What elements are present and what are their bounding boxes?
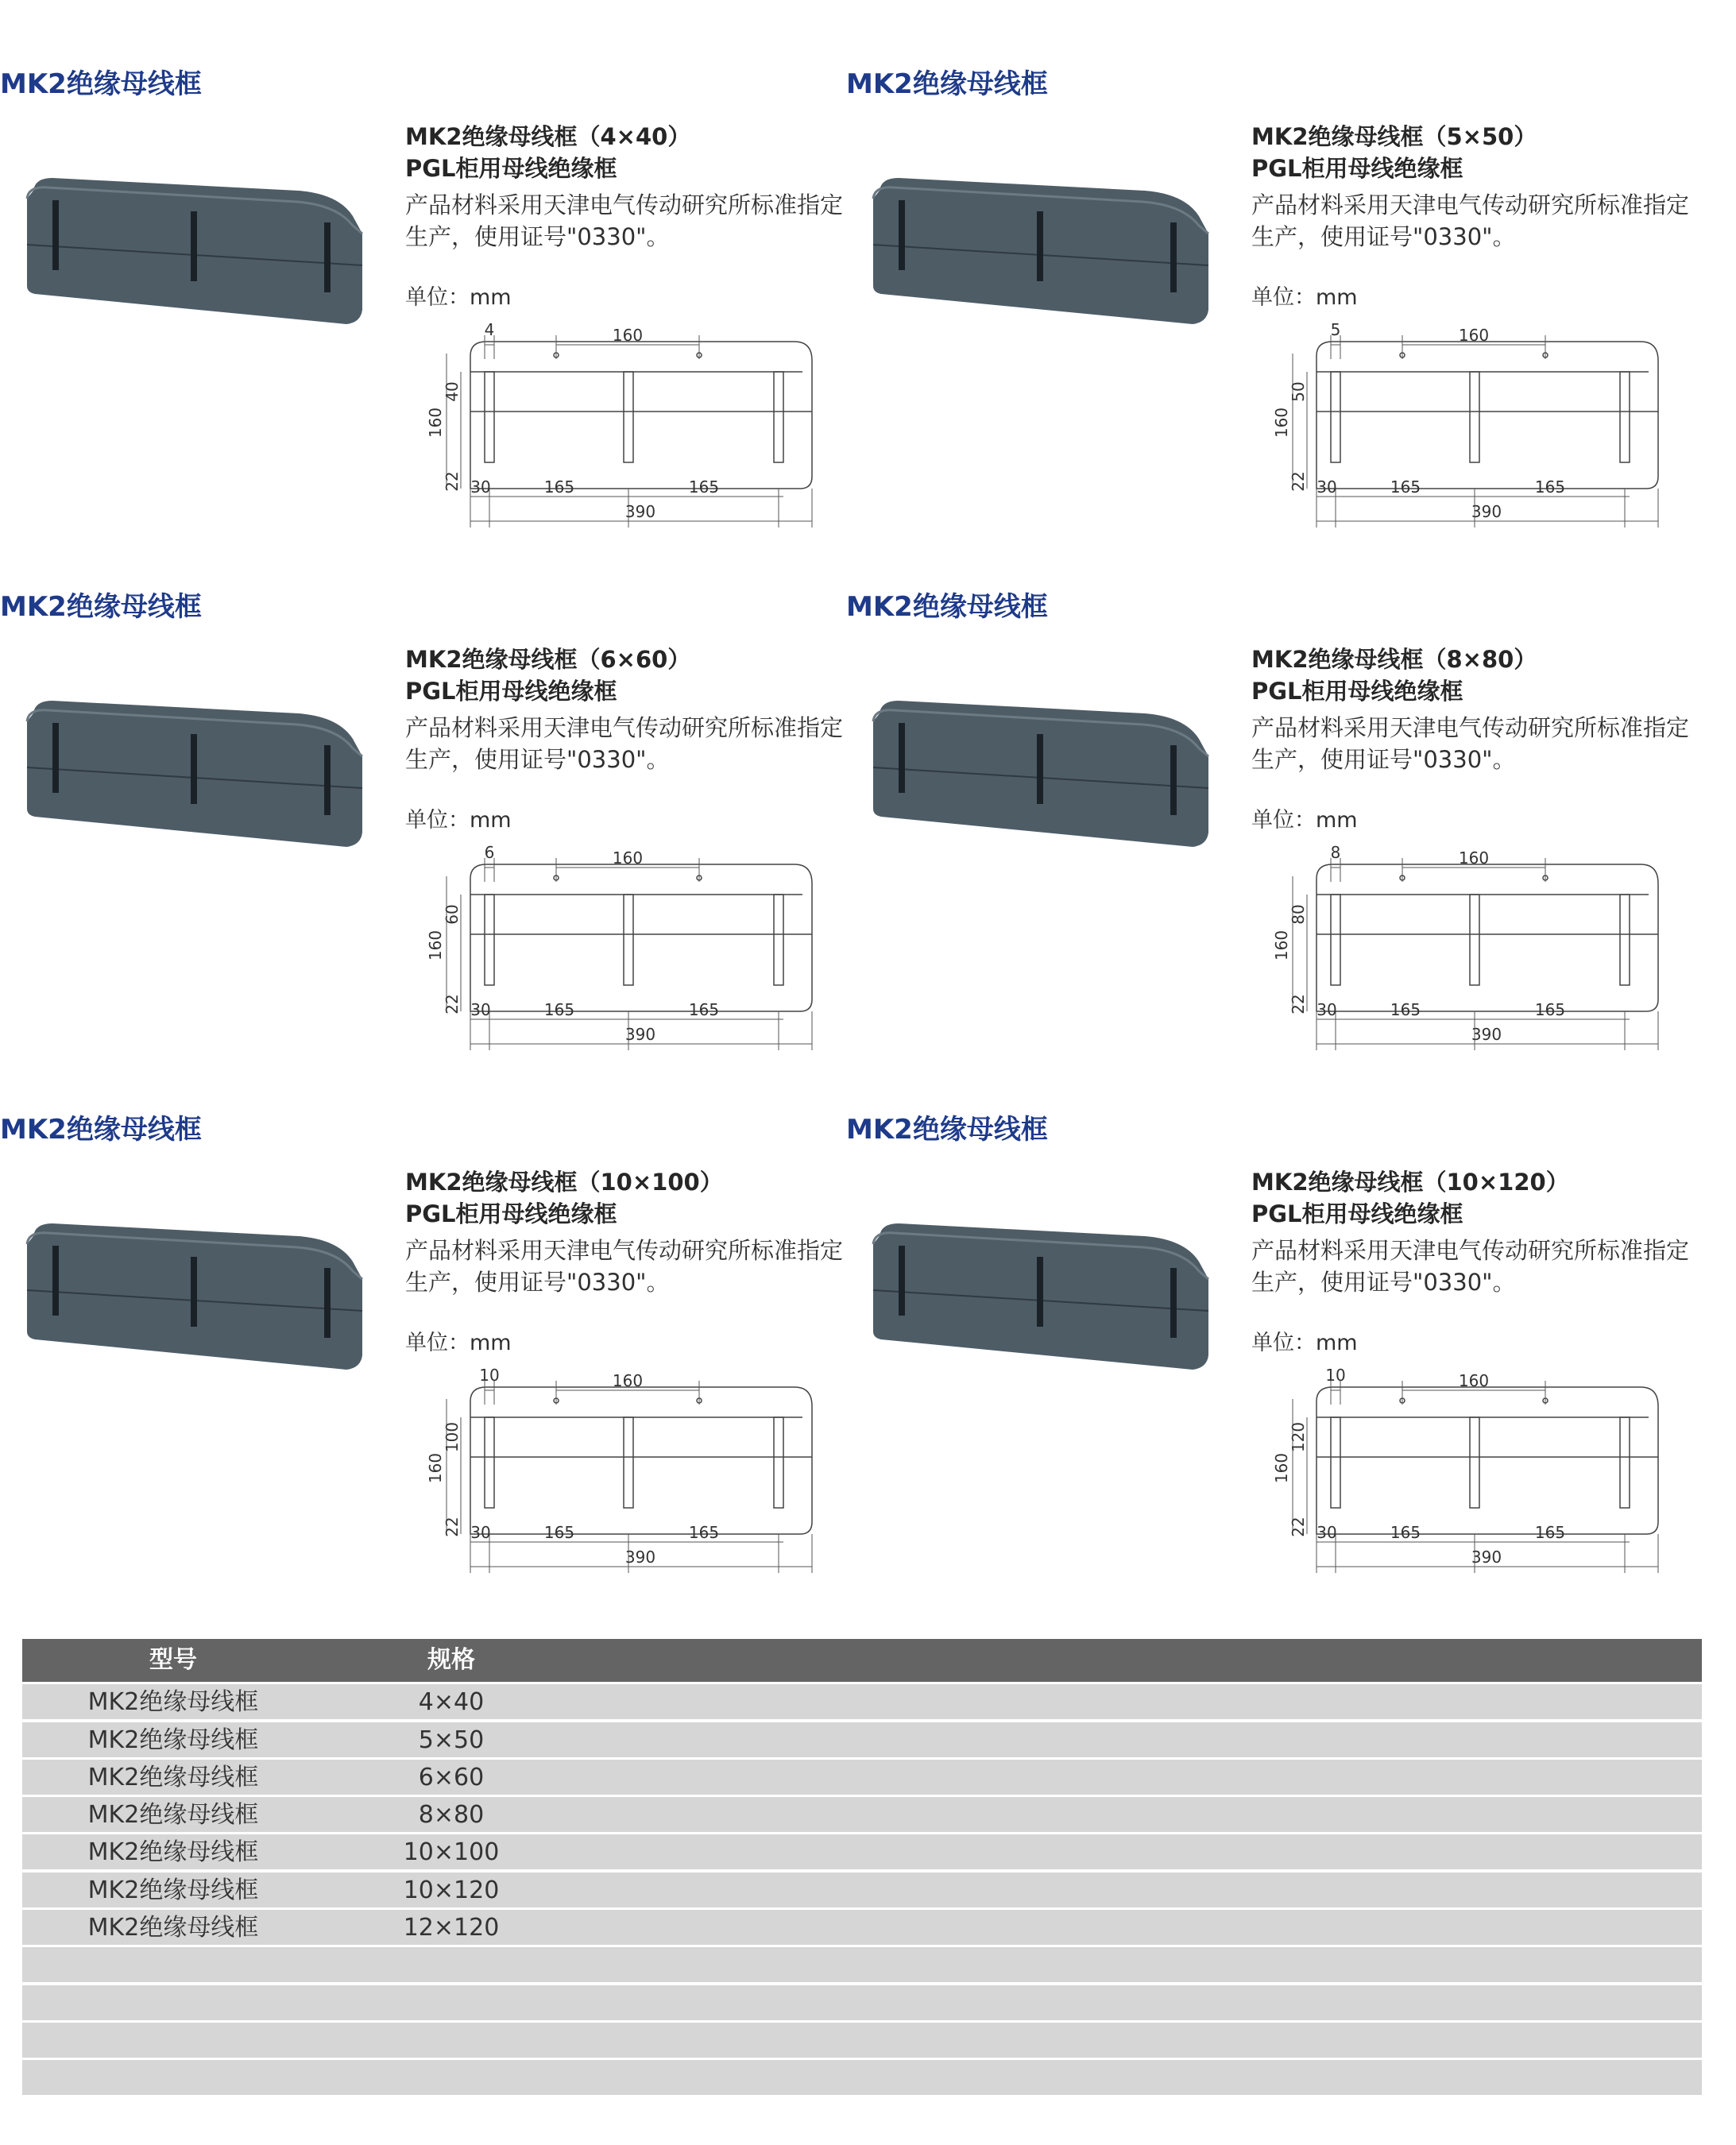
dim-label-span2: 165 bbox=[688, 1000, 720, 1019]
product-section bbox=[846, 0, 1688, 524]
table-row bbox=[22, 1797, 1702, 1832]
product-image bbox=[867, 1212, 1216, 1379]
model-name: MK2绝缘母线框（5×50） bbox=[1251, 123, 1537, 150]
dimension-drawing bbox=[397, 841, 818, 1071]
dimension-drawing bbox=[397, 1363, 818, 1594]
unit-label: 单位：mm bbox=[405, 808, 512, 833]
frame-outline bbox=[470, 1387, 812, 1534]
dim-label-span2: 165 bbox=[1534, 477, 1566, 497]
dim-label-span1: 165 bbox=[543, 1523, 575, 1542]
model-subtitle: PGL柜用母线绝缘框 bbox=[1251, 155, 1463, 182]
cell-model: MK2绝缘母线框 bbox=[87, 1838, 259, 1867]
spec-block bbox=[405, 121, 850, 311]
section-title: MK2绝缘母线框 bbox=[846, 1114, 1048, 1146]
product-image bbox=[21, 690, 370, 856]
dim-label-span1: 165 bbox=[543, 477, 575, 497]
dimension-drawing bbox=[1243, 1363, 1664, 1594]
cell-spec: 10×100 bbox=[403, 1838, 500, 1867]
dim-label-bar: 50 bbox=[1289, 381, 1308, 402]
header-model: 型号 bbox=[149, 1646, 197, 1674]
frame-outline bbox=[470, 342, 812, 489]
dim-label-spacing: 160 bbox=[612, 1371, 644, 1390]
bar-slot bbox=[1331, 895, 1340, 985]
dim-label-total: 390 bbox=[624, 502, 656, 521]
cell-model: MK2绝缘母线框 bbox=[87, 1688, 259, 1717]
dim-label-span2: 165 bbox=[688, 477, 720, 497]
dim-label-total: 390 bbox=[1471, 1548, 1502, 1567]
section-title: MK2绝缘母线框 bbox=[846, 591, 1048, 623]
cell-spec: 8×80 bbox=[418, 1801, 485, 1830]
table-row bbox=[22, 1910, 1702, 1945]
dim-label-bar: 80 bbox=[1289, 904, 1308, 925]
dimension-drawing bbox=[397, 318, 818, 548]
dim-label-base: 22 bbox=[1289, 471, 1308, 492]
bar-slot bbox=[1620, 895, 1630, 985]
dim-label-bar: 60 bbox=[443, 904, 462, 925]
model-name: MK2绝缘母线框（8×80） bbox=[1251, 646, 1537, 673]
dim-label-left: 30 bbox=[1316, 1523, 1337, 1542]
product-section bbox=[0, 523, 842, 1047]
unit-label: 单位：mm bbox=[405, 1331, 512, 1355]
bar-slot bbox=[1470, 1417, 1479, 1508]
dim-label-base: 22 bbox=[443, 471, 462, 492]
dim-label-base: 22 bbox=[1289, 1517, 1308, 1537]
spec-block bbox=[405, 644, 850, 833]
dim-label-spacing: 160 bbox=[1458, 848, 1490, 868]
table-row bbox=[22, 1834, 1702, 1869]
table-row bbox=[22, 1722, 1702, 1757]
table-row bbox=[22, 1985, 1702, 2020]
dim-label-span1: 165 bbox=[1390, 1000, 1421, 1019]
dimension-drawing bbox=[1243, 841, 1664, 1071]
bar-slot bbox=[774, 895, 783, 985]
header-spec: 规格 bbox=[427, 1646, 475, 1674]
model-description: 产品材料采用天津电气传动研究所标准指定生产，使用证号"0330"。 bbox=[405, 1237, 844, 1296]
dim-label-slot: 6 bbox=[484, 843, 495, 862]
model-subtitle: PGL柜用母线绝缘框 bbox=[405, 155, 617, 182]
model-name: MK2绝缘母线框（6×60） bbox=[405, 646, 691, 673]
bar-slot bbox=[485, 1417, 494, 1508]
product-image bbox=[867, 690, 1216, 856]
spec-table bbox=[22, 1639, 1702, 2095]
model-name: MK2绝缘母线框（10×100） bbox=[405, 1169, 723, 1196]
dim-label-total: 390 bbox=[624, 1025, 656, 1044]
model-subtitle: PGL柜用母线绝缘框 bbox=[405, 1200, 617, 1227]
dim-label-left: 30 bbox=[1316, 1000, 1337, 1019]
dim-label-spacing: 160 bbox=[1458, 1371, 1490, 1390]
product-image bbox=[21, 167, 370, 334]
bar-slot bbox=[774, 372, 783, 462]
table-row bbox=[22, 2023, 1702, 2058]
frame-outline bbox=[1316, 342, 1658, 489]
dim-label-slot: 5 bbox=[1330, 320, 1341, 339]
dim-label-slot: 10 bbox=[479, 1366, 500, 1385]
model-description: 产品材料采用天津电气传动研究所标准指定生产，使用证号"0330"。 bbox=[405, 191, 844, 250]
dim-label-slot: 4 bbox=[484, 320, 495, 339]
product-section bbox=[0, 1045, 842, 1570]
spec-block bbox=[1251, 121, 1696, 311]
dim-label-base: 22 bbox=[443, 1517, 462, 1537]
section-title: MK2绝缘母线框 bbox=[0, 1114, 202, 1146]
bar-slot bbox=[1331, 1417, 1340, 1508]
model-description: 产品材料采用天津电气传动研究所标准指定生产，使用证号"0330"。 bbox=[1251, 1237, 1690, 1296]
model-subtitle: PGL柜用母线绝缘框 bbox=[1251, 678, 1463, 705]
dim-label-span1: 165 bbox=[1390, 477, 1421, 497]
dim-label-spacing: 160 bbox=[612, 326, 644, 345]
cell-model: MK2绝缘母线框 bbox=[87, 1726, 259, 1754]
dim-label-spacing: 160 bbox=[1458, 326, 1490, 345]
frame-outline bbox=[470, 864, 812, 1011]
bar-slot bbox=[1470, 372, 1479, 462]
cell-spec: 6×60 bbox=[418, 1763, 485, 1791]
bar-slot bbox=[624, 895, 633, 985]
model-description: 产品材料采用天津电气传动研究所标准指定生产，使用证号"0330"。 bbox=[405, 714, 844, 773]
section-title: MK2绝缘母线框 bbox=[0, 591, 202, 623]
cell-spec: 10×120 bbox=[403, 1876, 500, 1904]
model-description: 产品材料采用天津电气传动研究所标准指定生产，使用证号"0330"。 bbox=[1251, 191, 1690, 250]
bar-slot bbox=[624, 372, 633, 462]
bar-slot bbox=[1620, 372, 1630, 462]
spec-block bbox=[1251, 644, 1696, 833]
dim-label-bar: 40 bbox=[443, 381, 462, 402]
bar-slot bbox=[485, 372, 494, 462]
table-row bbox=[22, 2060, 1702, 2095]
frame-outline bbox=[1316, 1387, 1658, 1534]
bar-slot bbox=[1470, 895, 1479, 985]
table-body bbox=[22, 1684, 1702, 2095]
bar-slot bbox=[485, 895, 494, 985]
dim-label-height: 160 bbox=[426, 930, 445, 961]
bar-slot bbox=[1620, 1417, 1630, 1508]
unit-label: 单位：mm bbox=[1251, 808, 1358, 833]
cell-spec: 12×120 bbox=[403, 1914, 500, 1942]
bar-slot bbox=[774, 1417, 783, 1508]
bar-slot bbox=[624, 1417, 633, 1508]
dim-label-base: 22 bbox=[1289, 994, 1308, 1015]
cell-model: MK2绝缘母线框 bbox=[87, 1763, 259, 1791]
spec-block bbox=[405, 1166, 850, 1356]
product-section bbox=[846, 523, 1688, 1047]
dim-label-height: 160 bbox=[1272, 930, 1291, 961]
dim-label-left: 30 bbox=[470, 1523, 491, 1542]
dim-label-span2: 165 bbox=[1534, 1523, 1566, 1542]
dim-label-bar: 120 bbox=[1289, 1421, 1308, 1453]
dim-label-left: 30 bbox=[470, 477, 491, 497]
bar-slot bbox=[1331, 372, 1340, 462]
dimension-drawing bbox=[1243, 318, 1664, 548]
table-row bbox=[22, 1760, 1702, 1795]
dim-label-left: 30 bbox=[1316, 477, 1337, 497]
product-section bbox=[846, 1045, 1688, 1570]
model-name: MK2绝缘母线框（10×120） bbox=[1251, 1169, 1569, 1196]
table-row bbox=[22, 1684, 1702, 1719]
dim-label-slot: 10 bbox=[1325, 1366, 1346, 1385]
dim-label-base: 22 bbox=[443, 994, 462, 1015]
table-header bbox=[22, 1639, 1702, 1682]
table-row bbox=[22, 1947, 1702, 1982]
dim-label-span1: 165 bbox=[543, 1000, 575, 1019]
dim-label-spacing: 160 bbox=[612, 848, 644, 868]
dim-label-height: 160 bbox=[1272, 1452, 1291, 1484]
section-title: MK2绝缘母线框 bbox=[0, 68, 202, 100]
cell-spec: 4×40 bbox=[418, 1688, 485, 1717]
unit-label: 单位：mm bbox=[1251, 285, 1358, 310]
unit-label: 单位：mm bbox=[405, 285, 512, 310]
model-subtitle: PGL柜用母线绝缘框 bbox=[1251, 1200, 1463, 1227]
section-title: MK2绝缘母线框 bbox=[846, 68, 1048, 100]
table-row bbox=[22, 1873, 1702, 1907]
dim-label-span2: 165 bbox=[1534, 1000, 1566, 1019]
dim-label-span1: 165 bbox=[1390, 1523, 1421, 1542]
frame-outline bbox=[1316, 864, 1658, 1011]
cell-model: MK2绝缘母线框 bbox=[87, 1914, 259, 1942]
dim-label-total: 390 bbox=[624, 1548, 656, 1567]
unit-label: 单位：mm bbox=[1251, 1331, 1358, 1355]
dim-label-height: 160 bbox=[426, 1452, 445, 1484]
dim-label-left: 30 bbox=[470, 1000, 491, 1019]
dim-label-span2: 165 bbox=[688, 1523, 720, 1542]
cell-model: MK2绝缘母线框 bbox=[87, 1801, 259, 1830]
model-subtitle: PGL柜用母线绝缘框 bbox=[405, 678, 617, 705]
dim-label-slot: 8 bbox=[1330, 843, 1341, 862]
dim-label-height: 160 bbox=[1272, 407, 1291, 439]
cell-spec: 5×50 bbox=[418, 1726, 485, 1754]
dim-label-total: 390 bbox=[1471, 502, 1502, 521]
product-section bbox=[0, 0, 842, 524]
spec-block bbox=[1251, 1166, 1696, 1356]
product-image bbox=[21, 1212, 370, 1379]
dim-label-total: 390 bbox=[1471, 1025, 1502, 1044]
product-image bbox=[867, 167, 1216, 334]
model-description: 产品材料采用天津电气传动研究所标准指定生产，使用证号"0330"。 bbox=[1251, 714, 1690, 773]
dim-label-height: 160 bbox=[426, 407, 445, 439]
dim-label-bar: 100 bbox=[443, 1421, 462, 1453]
model-name: MK2绝缘母线框（4×40） bbox=[405, 123, 691, 150]
cell-model: MK2绝缘母线框 bbox=[87, 1876, 259, 1904]
